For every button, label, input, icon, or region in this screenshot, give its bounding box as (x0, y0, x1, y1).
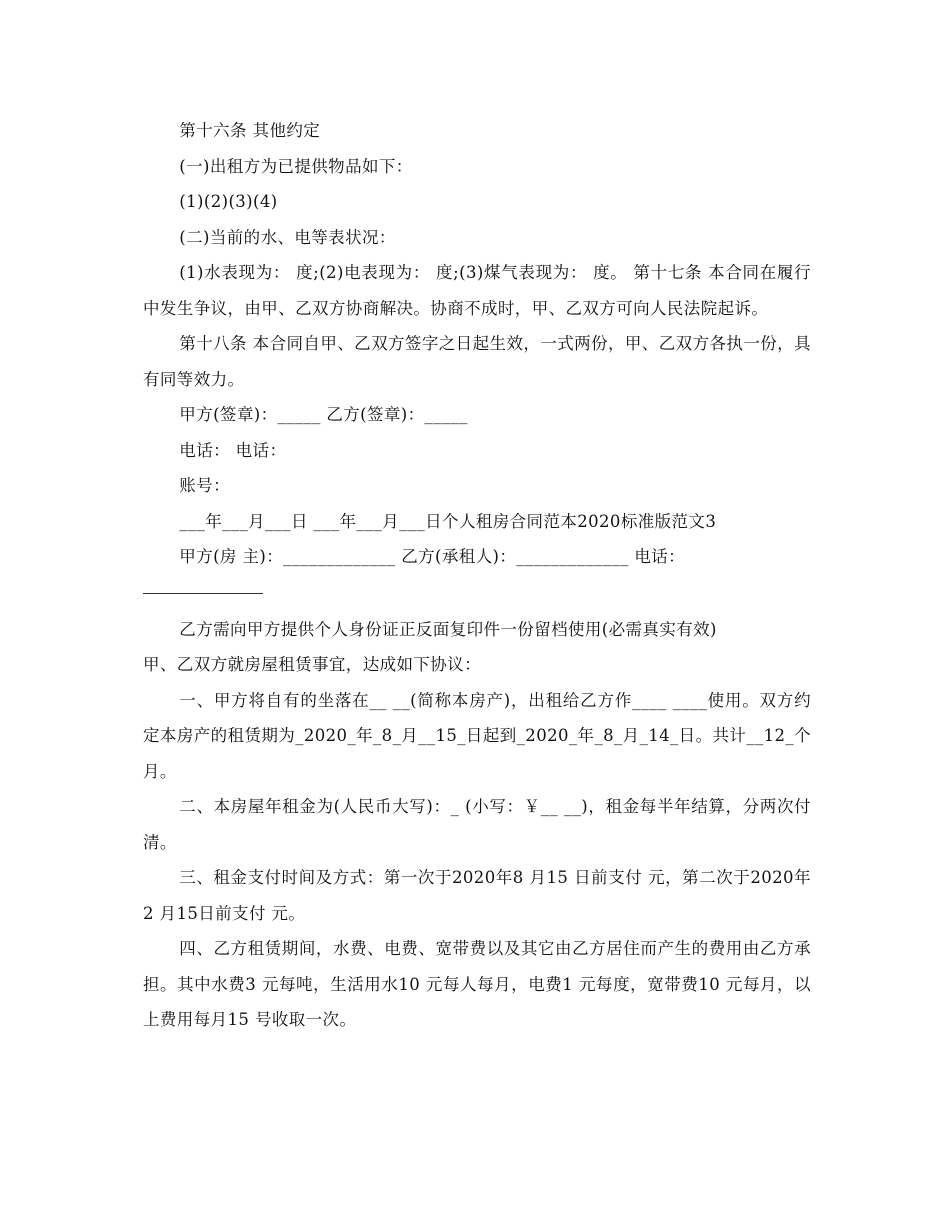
provided-items-heading: (一)出租方为已提供物品如下： (179, 156, 413, 176)
contract-body (143, 113, 811, 1038)
meter-status-heading: (二)当前的水、电等表状况： (179, 227, 396, 247)
account-line: 账号： (179, 476, 230, 495)
provided-items-list: (1)(2)(3)(4) (179, 192, 278, 211)
signature-line: 甲方(签章)：_____ 乙方(签章)：_____ (179, 405, 468, 424)
clause-2-annual-rent: 二、本房屋年租金为(人民币大写)：_ (小写：￥__ __)，租金每半年结算，分两次付清。 (143, 797, 811, 852)
date-and-template-title: ___年___月___日 ___年___月___日个人租房合同范本2020标准版范文3 (179, 511, 717, 531)
article-16-heading: 第十六条 其他约定 (179, 121, 321, 140)
clause-1-lease-term: 一、甲方将自有的坐落在__ __(简称本房产)，出租给乙方作____ ____使用。双方约定本房产的租赁期为_2020_年_8_月__15_日起到_2020_年_8_月_14_日。共计__12_个月。 (143, 690, 811, 781)
landlord-tenant-line: 甲方(房 主)：_____________ 乙方(承租人)：_____________ 电话： (179, 547, 686, 566)
id-copy-requirement: 乙方需向甲方提供个人身份证正反面复印件一份留档使用(必需真实有效) (179, 619, 717, 639)
phone-blank-underline (143, 575, 263, 594)
spacer (143, 602, 811, 612)
clause-4-utilities: 四、乙方租赁期间，水费、电费、宽带费以及其它由乙方居住而产生的费用由乙方承担。其中水费3 元每吨，生活用水10 元每人每月，电费1 元每度，宽带费10 元每月，以上费用每月15 号收取一次。 (143, 939, 811, 1029)
meter-readings-and-article-17: (1)水表现为： 度;(2)电表现为： 度;(3)煤气表现为： 度。 第十七条 本合同在履行中发生争议，由甲、乙双方协商解决。协商不成时，甲、乙双方可向人民法院起诉。 (143, 263, 811, 318)
phone-line: 电话： 电话： (179, 440, 287, 460)
clause-3-payment-schedule: 三、租金支付时间及方式：第一次于2020年8 月15 日前支付 元，第二次于2020年2 月15日前支付 元。 (143, 868, 811, 923)
article-18: 第十八条 本合同自甲、乙双方签字之日起生效，一式两份，甲、乙双方各执一份，具有同等效力。 (143, 334, 811, 389)
agreement-intro: 甲、乙双方就房屋租赁事宜，达成如下协议： (143, 655, 481, 674)
